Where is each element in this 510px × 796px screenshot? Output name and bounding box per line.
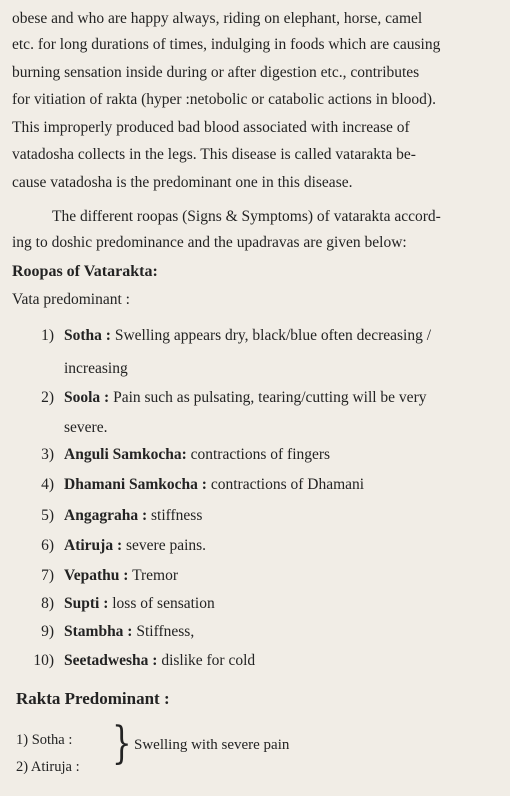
item-number: 7)	[41, 567, 54, 584]
roopas-heading: Roopas of Vatarakta:	[12, 263, 158, 280]
item-desc: Pain such as pulsating, tearing/cutting will be very	[109, 389, 427, 406]
item-desc: Swelling appears dry, black/blue often decreasing /	[110, 327, 432, 344]
rakta-item: 2) Atiruja :	[16, 759, 80, 775]
item-term: Soola :	[64, 389, 110, 406]
brace: }	[112, 718, 132, 769]
item-term: Supti :	[64, 595, 109, 612]
item-number: 6)	[41, 537, 54, 554]
item-number: 4)	[41, 476, 54, 493]
list-item-continuation: severe.	[64, 419, 108, 436]
para1-line: for vitiation of rakta (hyper :netobolic or catabolic actions in blood).	[12, 91, 436, 108]
para1-line: cause vatadosha is the predominant one in this disease.	[12, 174, 353, 191]
para2-line: ing to doshic predominance and the upadravas are given below:	[12, 234, 407, 251]
item-term: Atiruja :	[64, 537, 123, 554]
item-term: Sotha :	[64, 327, 111, 344]
item-desc: contractions of Dhamani	[206, 476, 365, 493]
item-desc: Tremor	[128, 567, 178, 584]
rakta-item: 1) Sotha :	[16, 732, 73, 748]
item-desc: dislike for cold	[157, 652, 256, 669]
item-term: Stambha :	[64, 623, 133, 640]
item-term: Seetadwesha :	[64, 652, 158, 669]
para1-line: obese and who are happy always, riding on elephant, horse, camel	[12, 10, 423, 27]
rakta-description: Swelling with severe pain	[134, 737, 290, 753]
item-term: Vepathu :	[64, 567, 129, 584]
item-desc: severe pains.	[122, 537, 207, 554]
item-number: 8)	[41, 595, 54, 612]
item-number: 1)	[41, 327, 54, 344]
item-term: Anguli Samkocha:	[64, 446, 187, 463]
item-desc: loss of sensation	[108, 595, 215, 612]
item-number: 2)	[41, 389, 54, 406]
item-number: 5)	[41, 507, 54, 524]
item-number: 3)	[41, 446, 54, 463]
para1-line: burning sensation inside during or after digestion etc., contributes	[12, 64, 420, 81]
item-desc: contractions of fingers	[186, 446, 331, 463]
item-term: Dhamani Samkocha :	[64, 476, 207, 493]
item-desc: Stiffness,	[132, 623, 195, 640]
item-number: 10)	[33, 652, 54, 669]
item-desc: stiffness	[147, 507, 203, 524]
para1-line: This improperly produced bad blood associated with increase of	[12, 119, 410, 136]
para1-line: vatadosha collects in the legs. This disease is called vatarakta be-	[12, 146, 416, 163]
list-item-continuation: increasing	[64, 360, 128, 377]
item-term: Angagraha :	[64, 507, 148, 524]
para1-line: etc. for long durations of times, indulging in foods which are causing	[12, 36, 441, 53]
para2-line: The different roopas (Signs & Symptoms) of vatarakta accord-	[52, 208, 441, 225]
rakta-heading: Rakta Predominant :	[16, 689, 170, 708]
item-number: 9)	[41, 623, 54, 640]
vata-predominant-label: Vata predominant :	[12, 291, 130, 308]
